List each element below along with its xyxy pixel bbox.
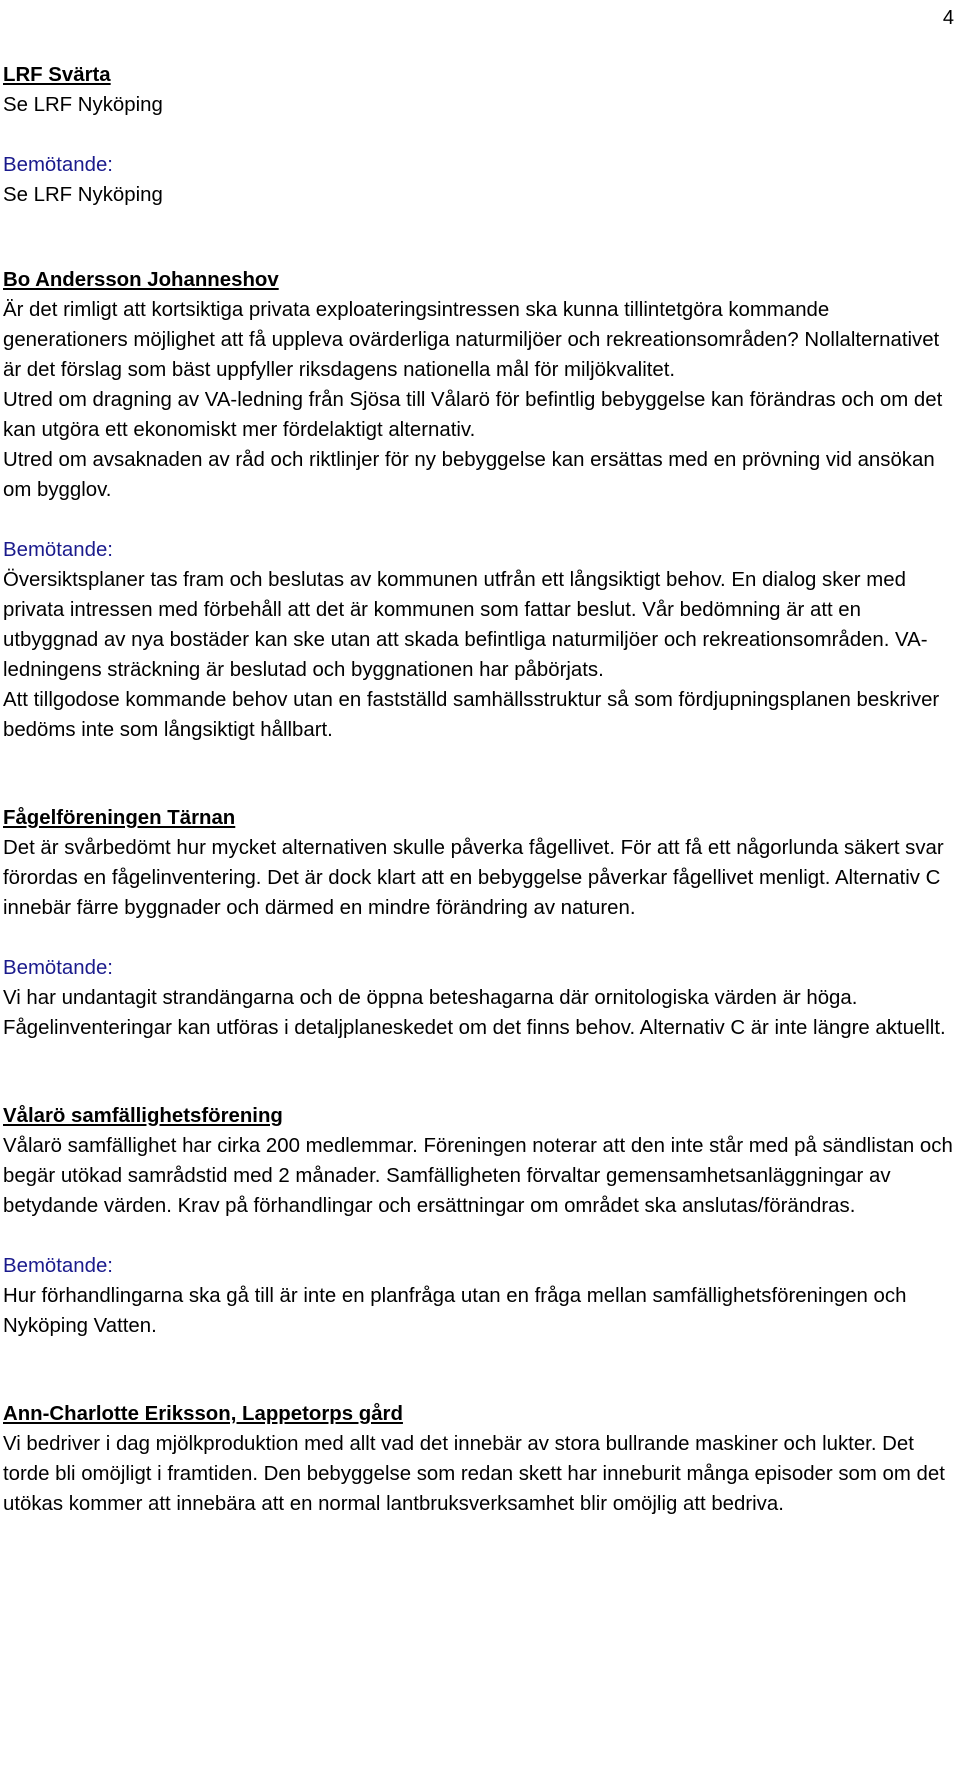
section-fagelforeningen (3, 803, 953, 1043)
reply-label: Bemötande: (3, 539, 113, 561)
reply-paragraph: Översiktsplaner tas fram och beslutas av kommunen utfrån ett långsiktigt behov. En dialog sker med privata intressen med förbehåll att det är kommunen som fattar beslut. Vår bedömning är att en utbyggnad av nya bostäder kan ske utan att skada befintliga naturmiljöer och rekreationsområden. VA-ledningens sträckning är beslutad och byggnationen har påbörjats. (3, 569, 928, 681)
reply-paragraph: Att tillgodose kommande behov utan en fastställd samhällsstruktur så som fördjupningsplanen beskriver bedöms inte som långsiktigt hållbart. (3, 689, 940, 741)
reply-label: Bemötande: (3, 957, 113, 979)
section-paragraph: Utred om avsaknaden av råd och riktlinjer för ny bebyggelse kan ersättas med en prövning vid ansökan om bygglov. (3, 449, 935, 501)
section-heading: Vålarö samfällighetsförening (3, 1105, 283, 1127)
reply-label: Bemötande: (3, 154, 113, 176)
section-paragraph: Vi bedriver i dag mjölkproduktion med allt vad det innebär av stora bullrande maskiner och lukter. Det torde bli omöjligt i framtiden. Den bebyggelse som redan skett har inneburit många episoder som om det utökas kommer att innebära att en normal lantbruksverksamhet blir omöjlig att bedriva. (3, 1433, 945, 1515)
section-heading: LRF Svärta (3, 64, 111, 86)
section-ann-charlotte-eriksson (3, 1399, 953, 1519)
section-paragraph: Det är svårbedömt hur mycket alternativen skulle påverka fågellivet. För att få ett någorlunda säkert svar förordas en fågelinventering. Det är dock klart att en bebyggelse påverkar fågellivet menligt. Alternativ C innebär färre byggnader och därmed en mindre förändring av naturen. (3, 837, 944, 919)
section-paragraph: Utred om dragning av VA-ledning från Sjösa till Vålarö för befintlig bebyggelse kan förändras och om det kan utgöra ett ekonomiskt mer fördelaktigt alternativ. (3, 389, 943, 441)
section-lrf-svarta (3, 60, 953, 210)
section-valaro-samfallighet (3, 1101, 953, 1341)
document-body (3, 60, 953, 1519)
reply-paragraph: Se LRF Nyköping (3, 184, 163, 206)
reply-label: Bemötande: (3, 1255, 113, 1277)
page-number: 4 (942, 7, 954, 29)
section-heading: Bo Andersson Johanneshov (3, 269, 279, 291)
section-heading: Ann-Charlotte Eriksson, Lappetorps gård (3, 1403, 403, 1425)
reply-paragraph: Vi har undantagit strandängarna och de öppna beteshagarna där ornitologiska värden är höga. Fågelinventeringar kan utföras i detaljplaneskedet om det finns behov. Alternativ C är inte längre aktuellt. (3, 987, 946, 1039)
section-paragraph: Är det rimligt att kortsiktiga privata exploateringsintressen ska kunna tillintetgöra kommande generationers möjlighet att få uppleva ovärderliga naturmiljöer och rekreationsområden? Nollalternativet är det förslag som bäst uppfyller riksdagens nationella mål för miljökvalitet. (3, 299, 940, 381)
section-paragraph: Vålarö samfällighet har cirka 200 medlemmar. Föreningen noterar att den inte står med på sändlistan och begär utökad samrådstid med 2 månader. Samfälligheten förvaltar gemensamhetsanläggningar av betydande värden. Krav på förhandlingar och ersättningar om området ska anslutas/förändras. (3, 1135, 953, 1217)
reply-paragraph: Hur förhandlingarna ska gå till är inte en planfråga utan en fråga mellan samfällighetsföreningen och Nyköping Vatten. (3, 1285, 907, 1337)
section-bo-andersson (3, 265, 953, 745)
section-heading: Fågelföreningen Tärnan (3, 807, 236, 829)
section-paragraph: Se LRF Nyköping (3, 94, 163, 116)
